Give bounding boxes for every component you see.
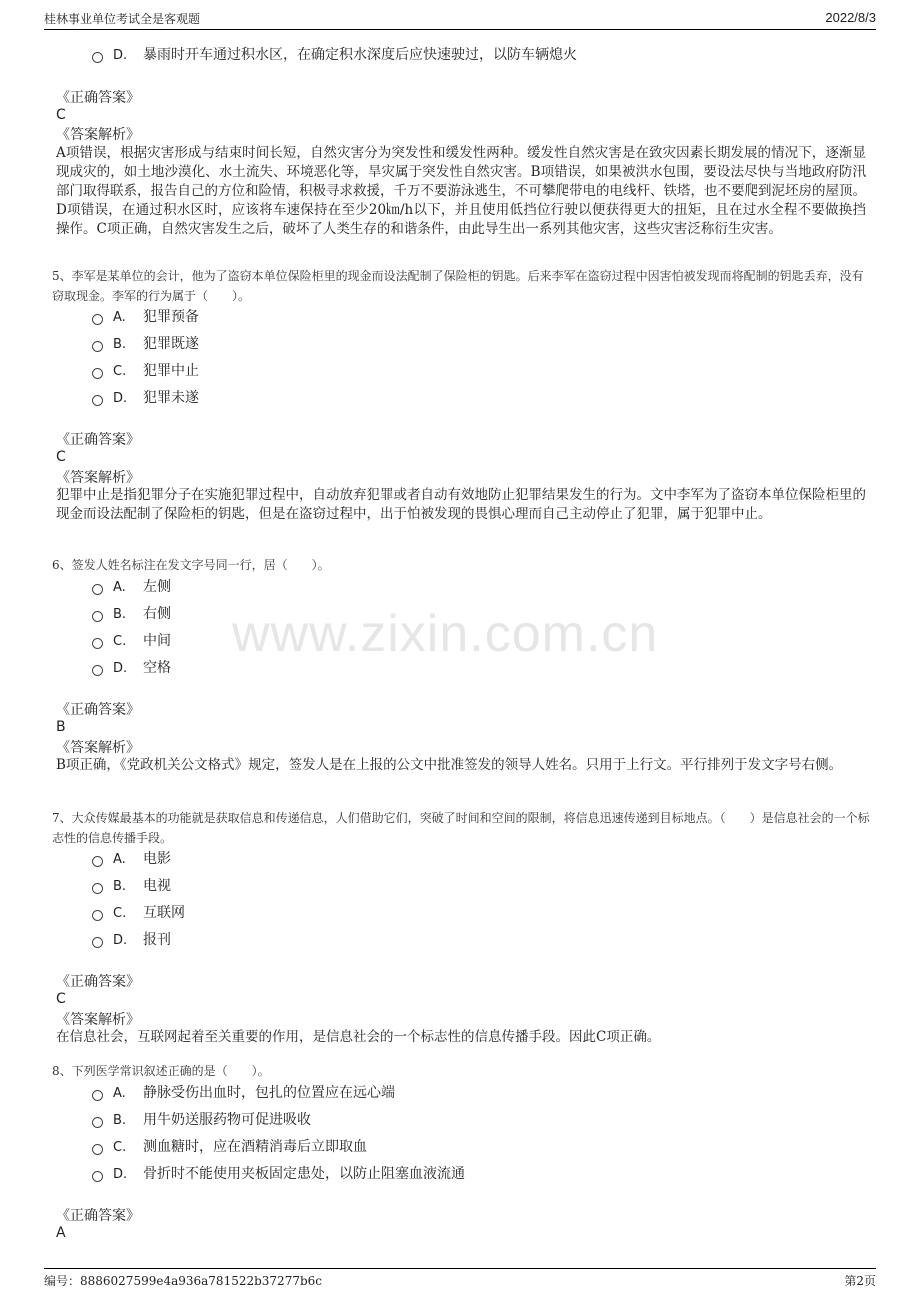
radio-icon[interactable] xyxy=(92,314,103,325)
option-text: 暴雨时开车通过积水区，在确定积水深度后应快速驶过，以防车辆熄火 xyxy=(143,47,577,63)
radio-icon[interactable] xyxy=(92,52,103,63)
document-code: 编号：8886027599e4a936a781522b37277b6c xyxy=(44,1274,322,1288)
option-letter: D. xyxy=(113,1167,128,1182)
q8-option-d[interactable] xyxy=(92,1163,465,1185)
q5-answer: C xyxy=(56,449,66,465)
header-date: 2022/8/3 xyxy=(825,10,876,25)
q8-question: 8、下列医学常识叙述正确的是（ ）。 xyxy=(52,1064,270,1078)
option-letter: B. xyxy=(113,879,127,894)
q6-analysis: B项正确，《党政机关公文格式》规定，签发人是在上报的公文中批准签发的领导人姓名。只用于上行文。平行排列于发文字号右侧。 xyxy=(56,757,843,773)
q5-correct-label: 《正确答案》 xyxy=(56,432,140,448)
q5-question: 5、李军是某单位的会计，他为了盗窃本单位保险柜里的现金而设法配制了保险柜的钥匙。后来李军在盗窃过程中因害怕被发现而将配制的钥匙丢弃，没有窃取现金。李军的行为属于（ ）。 xyxy=(52,269,864,303)
radio-icon[interactable] xyxy=(92,638,103,649)
option-letter: C. xyxy=(113,634,127,649)
q8-option-a[interactable] xyxy=(92,1082,395,1104)
option-text: 犯罪中止 xyxy=(143,363,199,379)
radio-icon[interactable] xyxy=(92,368,103,379)
option-letter: D. xyxy=(113,391,128,406)
watermark: www.zixin.com.cn xyxy=(232,605,659,663)
option-letter: A. xyxy=(113,852,126,867)
q7-analysis-label: 《答案解析》 xyxy=(56,1012,140,1028)
q7-question: 7、大众传媒最基本的功能就是获取信息和传递信息，人们借助它们，突破了时间和空间的限制，将信息迅速传递到目标地点。（ ）是信息社会的一个标志性的信息传播手段。 xyxy=(52,811,870,845)
option-text: 右侧 xyxy=(143,606,171,622)
q7-answer: C xyxy=(56,991,66,1007)
radio-icon[interactable] xyxy=(92,856,103,867)
radio-icon[interactable] xyxy=(92,395,103,406)
option-letter: D. xyxy=(113,48,128,63)
q5-analysis-label: 《答案解析》 xyxy=(56,470,140,486)
q7-correct-label: 《正确答案》 xyxy=(56,974,140,990)
q5-option-b[interactable] xyxy=(92,333,199,355)
page-footer xyxy=(44,1272,876,1290)
option-text: 用牛奶送服药物可促进吸收 xyxy=(143,1112,311,1128)
q4-option-d[interactable] xyxy=(92,44,577,66)
option-letter: C. xyxy=(113,906,127,921)
radio-icon[interactable] xyxy=(92,910,103,921)
option-letter: C. xyxy=(113,1140,127,1155)
radio-icon[interactable] xyxy=(92,1144,103,1155)
q6-correct-label: 《正确答案》 xyxy=(56,702,140,718)
radio-icon[interactable] xyxy=(92,1117,103,1128)
option-letter: A. xyxy=(113,1086,126,1101)
q8-answer: A xyxy=(56,1225,66,1241)
q5-analysis: 犯罪中止是指犯罪分子在实施犯罪过程中，自动放弃犯罪或者自动有效地防止犯罪结果发生的行为。文中李军为了盗窃本单位保险柜里的现金而设法配制了保险柜的钥匙，但是在盗窃过程中，出于怕被发现的畏惧心理而自己主动停止了犯罪，属于犯罪中止。 xyxy=(56,487,866,522)
q6-option-c[interactable] xyxy=(92,630,171,652)
q7-option-a[interactable] xyxy=(92,848,171,870)
q5-option-a[interactable] xyxy=(92,306,199,328)
q4-analysis-label: 《答案解析》 xyxy=(56,127,140,143)
q5-option-d[interactable] xyxy=(92,387,199,409)
option-text: 电影 xyxy=(143,851,171,867)
header-divider xyxy=(44,29,876,30)
option-letter: D. xyxy=(113,933,128,948)
option-letter: B. xyxy=(113,607,127,622)
page-header xyxy=(44,10,876,30)
option-text: 静脉受伤出血时，包扎的位置应在远心端 xyxy=(143,1085,395,1101)
option-text: 报刊 xyxy=(143,932,171,948)
radio-icon[interactable] xyxy=(92,1171,103,1182)
q7-analysis: 在信息社会，互联网起着至关重要的作用，是信息社会的一个标志性的信息传播手段。因此C项正确。 xyxy=(56,1029,661,1045)
option-text: 骨折时不能使用夹板固定患处，以防止阻塞血液流通 xyxy=(143,1166,465,1182)
q7-option-d[interactable] xyxy=(92,929,171,951)
q4-correct-label: 《正确答案》 xyxy=(56,90,140,106)
radio-icon[interactable] xyxy=(92,883,103,894)
radio-icon[interactable] xyxy=(92,584,103,595)
option-text: 中间 xyxy=(143,633,171,649)
q8-option-b[interactable] xyxy=(92,1109,311,1131)
q4-analysis: A项错误，根据灾害形成与结束时间长短，自然灾害分为突发性和缓发性两种。缓发性自然灾害是在致灾因素长期发展的情况下，逐渐显现成灾的，如土地沙漠化、水土流失、环境恶化等，旱灾属于突发性自然灾害。B项错误，如果被洪水包围，要设法尽快与当地政府防汛部门取得联系，报告自己的方位和险情，积极寻求救援，千万不要游泳逃生，不可攀爬带电的电线杆、铁塔，也不要爬到泥坯房的屋顶。D项错误，在通过积水区时，应该将车速保持在至少20㎞/h以下，并且使用低挡位行驶以便获得更大的扭矩，且在过水全程不要做换挡操作。C项正确，自然灾害发生之后，破坏了人类生存的和谐条件，由此导生出一系列其他灾害，这些灾害泛称衍生灾害。 xyxy=(56,145,866,237)
q6-option-d[interactable] xyxy=(92,657,171,679)
option-text: 左侧 xyxy=(143,579,171,595)
option-text: 空格 xyxy=(143,660,171,676)
q6-option-a[interactable] xyxy=(92,576,171,598)
option-letter: D. xyxy=(113,661,128,676)
q7-option-b[interactable] xyxy=(92,875,171,897)
option-text: 互联网 xyxy=(143,905,185,921)
q4-answer: C xyxy=(56,107,66,123)
radio-icon[interactable] xyxy=(92,937,103,948)
footer-divider xyxy=(44,1268,876,1269)
radio-icon[interactable] xyxy=(92,665,103,676)
option-text: 犯罪未遂 xyxy=(143,390,199,406)
option-letter: A. xyxy=(113,310,126,325)
q8-option-c[interactable] xyxy=(92,1136,367,1158)
page-number: 第2页 xyxy=(844,1274,876,1288)
option-letter: B. xyxy=(113,1113,127,1128)
q6-analysis-label: 《答案解析》 xyxy=(56,740,140,756)
q6-question: 6、签发人姓名标注在发文字号同一行，居（ ）。 xyxy=(52,558,330,572)
header-title: 桂林事业单位考试全是客观题 xyxy=(44,12,201,26)
option-text: 犯罪预备 xyxy=(143,309,199,325)
option-text: 犯罪既遂 xyxy=(143,336,199,352)
radio-icon[interactable] xyxy=(92,341,103,352)
option-letter: C. xyxy=(113,364,127,379)
option-text: 测血糖时，应在酒精消毒后立即取血 xyxy=(143,1139,367,1155)
q7-option-c[interactable] xyxy=(92,902,185,924)
radio-icon[interactable] xyxy=(92,1090,103,1101)
q5-option-c[interactable] xyxy=(92,360,199,382)
q8-correct-label: 《正确答案》 xyxy=(56,1208,140,1224)
option-text: 电视 xyxy=(143,878,171,894)
option-letter: A. xyxy=(113,580,126,595)
q6-option-b[interactable] xyxy=(92,603,171,625)
q6-answer: B xyxy=(56,719,66,735)
option-letter: B. xyxy=(113,337,127,352)
radio-icon[interactable] xyxy=(92,611,103,622)
